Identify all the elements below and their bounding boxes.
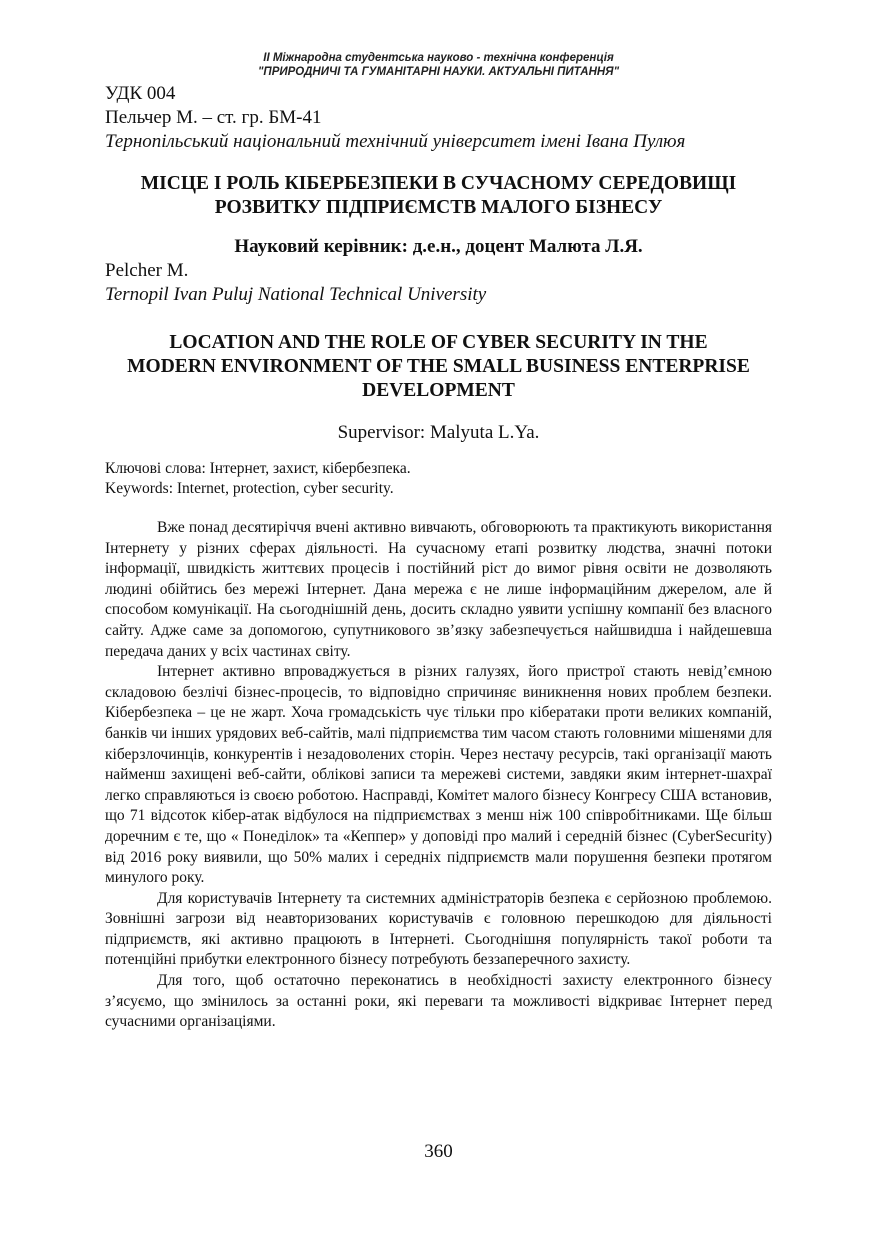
author-uk: Пельчер М. – ст. гр. БМ-41 bbox=[105, 107, 322, 128]
udc-code: УДК 004 bbox=[105, 83, 176, 104]
body-paragraph-1: Вже понад десятиріччя вчені активно вивчають, обговорюють та практикують використання Інтернету у різних сферах діяльності. На сучасному етапі розвитку людства, значні потоки інформації, швидкість життєвих процесів і постійний ріст до вимог рівня освіти не дозволяють людині обійтись без мережі Інтернет. Дана мережа є не лише інформаційним джерелом, але й способом комунікації. На сьогоднішній день, досить складно уявити успішну компанії без власного сайту. Адже саме за допомогою, супутникового зв’язку забезпечується найшвидша і найдешевша передача даних у всіх частинах світу. bbox=[105, 519, 772, 660]
keywords-uk: Ключові слова: Інтернет, захист, кібербезпека. bbox=[105, 460, 411, 477]
body-paragraph-2: Інтернет активно впроваджується в різних галузях, його пристрої стають невід’ємною складовою безлічі бізнес-процесів, то відповідно спричиняє виникнення нових проблем безпеки. Кібербезпека – це не жарт. Хоча громадськість чує тільки про кібератаки проти великих компаній, банків чи інших урядових веб-сайтів, малі підприємства тим часом стають головними мішенями для кіберзлочинців, конкурентів і незадоволених сторін. Через нестачу ресурсів, такі організації мають найменш захищені веб-сайти, облікові записи та мережеві системи, завдяки яким інтернет-шахраї легко справляються із своєю роботою. Насправді, Комітет малого бізнесу Конгресу США встановив, що 71 відсоток кібер-атак відбулося на підприємствах з менш ніж 100 співробітниками. Ще більш доречним є те, що « Понеділок» та «Кеппер» у доповіді про малий і середній бізнес (CyberSecurity) від 2016 року виявили, що 50% малих і середніх підприємств мали порушення безпеки протягом минулого року. bbox=[105, 663, 772, 887]
keywords-block bbox=[105, 459, 411, 499]
article-meta-en bbox=[105, 259, 486, 307]
supervisor-en: Supervisor: Malyuta L.Ya. bbox=[337, 422, 540, 443]
conference-header-line-2: "ПРИРОДНИЧІ ТА ГУМАНІТАРНІ НАУКИ. АКТУАЛЬНІ ПИТАННЯ" bbox=[257, 65, 620, 78]
affiliation-uk: Тернопільський національний технічний університет імені Івана Пулюя bbox=[105, 131, 686, 152]
body-paragraph-4: Для того, щоб остаточно переконатись в необхідності захисту електронного бізнесу з’ясуємо, що змінилось за останні роки, які переваги та можливості відкриває Інтернет перед сучасними організаціями. bbox=[105, 972, 772, 1031]
article-meta-uk bbox=[105, 82, 685, 154]
article-body bbox=[105, 518, 772, 1033]
article-title-en-line-1: LOCATION AND THE ROLE OF CYBER SECURITY IN THE bbox=[169, 332, 708, 353]
author-en: Pelcher M. bbox=[105, 260, 189, 281]
supervisor-uk: Науковий керівник: д.е.н., доцент Малюта Л.Я. bbox=[234, 236, 643, 257]
page-number: 360 bbox=[424, 1141, 453, 1162]
affiliation-en: Ternopil Ivan Puluj National Technical University bbox=[105, 284, 487, 305]
article-title-uk-line-1: МІСЦЕ І РОЛЬ КІБЕРБЕЗПЕКИ В СУЧАСНОМУ СЕРЕДОВИЩІ bbox=[140, 173, 737, 194]
article-title-uk-line-2: РОЗВИТКУ ПІДПРИЄМСТВ МАЛОГО БІЗНЕСУ bbox=[214, 197, 663, 218]
article-title-en-line-3: DEVELOPMENT bbox=[362, 380, 515, 401]
conference-header bbox=[0, 52, 877, 79]
body-paragraph-3: Для користувачів Інтернету та системних адміністраторів безпека є серйозною проблемою. Зовнішні загрози від неавторизованих користувачів є головною перешкодою для діяльності підприємств, які активно працюють в Інтернеті. Сьогоднішня популярність такої роботи та потенційні прибутки електронного бізнесу потребують беззаперечного захисту. bbox=[105, 889, 772, 969]
keywords-en: Keywords: Internet, protection, cyber security. bbox=[105, 480, 394, 497]
article-title-en-line-2: MODERN ENVIRONMENT OF THE SMALL BUSINESS ENTERPRISE bbox=[127, 356, 750, 377]
article-title-uk bbox=[80, 172, 797, 220]
conference-header-line-1: ІІ Міжнародна студентська науково - технічна конференція bbox=[263, 52, 614, 64]
article-title-en bbox=[90, 331, 787, 403]
